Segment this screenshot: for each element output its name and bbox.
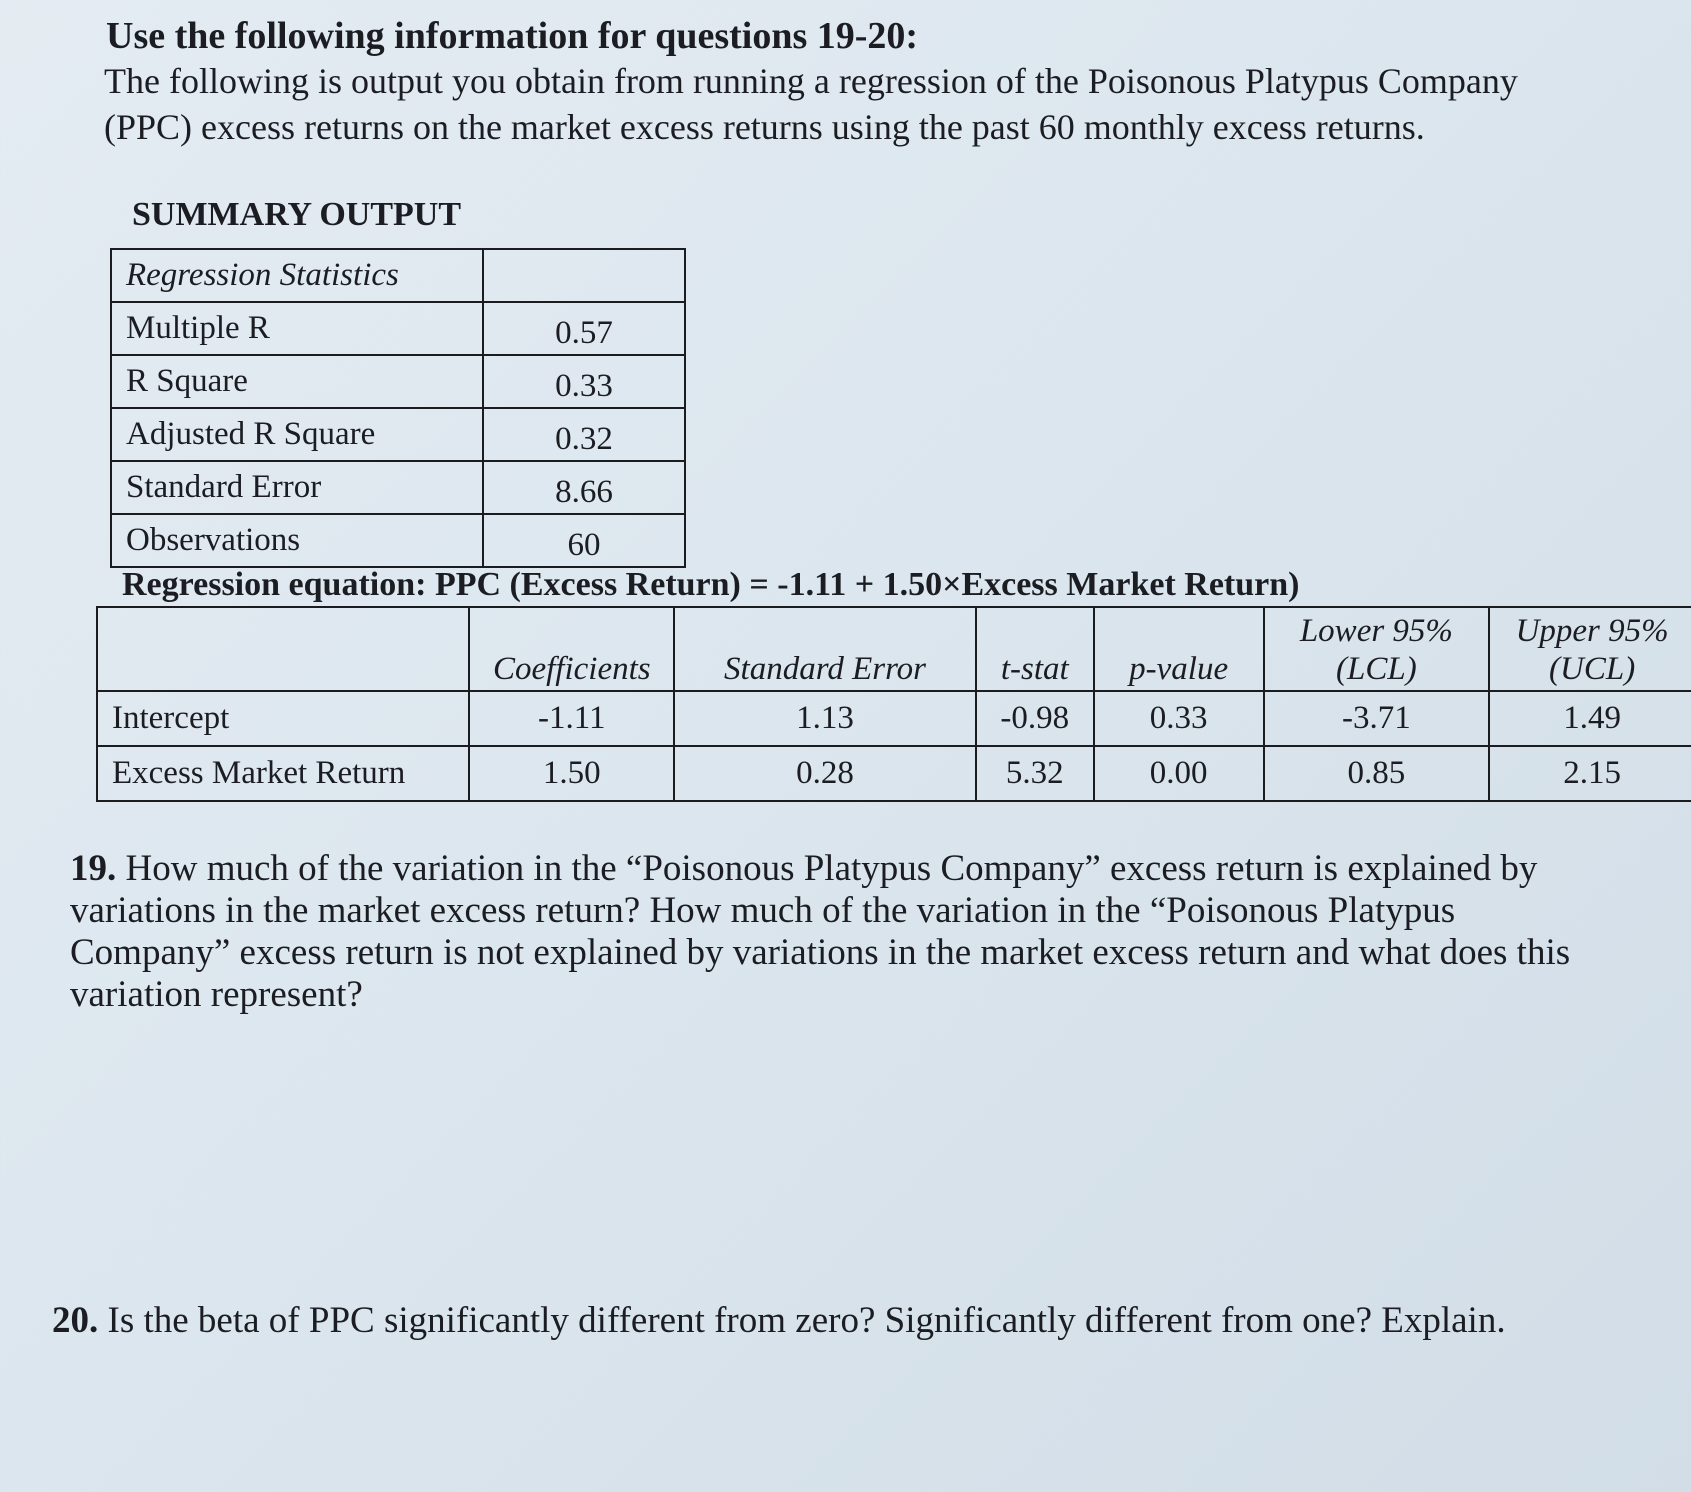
table-row xyxy=(111,461,685,514)
table-cell: 5.32 xyxy=(976,746,1094,801)
stat-value-observations: 60 xyxy=(483,514,685,567)
stat-value-multiple-r: 0.57 xyxy=(483,302,685,355)
table-cell: 1.13 xyxy=(674,691,976,746)
stat-value-standard-error: 8.66 xyxy=(483,461,685,514)
question-number: 19. xyxy=(70,848,117,889)
question-text: How much of the variation in the “Poisonous Platypus Company” excess return is explained by variations in the market excess return? How much of the variation in the “Poisonous Platypus Company” excess return is not explained by variations in the market excess return and what does this variation represent? xyxy=(70,848,1571,1015)
table-cell: 2.15 xyxy=(1489,746,1691,801)
header-cell-t-stat: t-stat xyxy=(976,607,1094,691)
table-cell: 0.28 xyxy=(674,746,976,801)
coefficients-table xyxy=(96,606,1691,802)
stat-label-standard-error: Standard Error xyxy=(111,461,483,514)
question-text: Is the beta of PPC significantly different from zero? Significantly different from one? Explain. xyxy=(107,1300,1506,1341)
table-cell: 1.50 xyxy=(469,746,674,801)
table-row xyxy=(111,408,685,461)
regression-equation: Regression equation: PPC (Excess Return) = -1.11 + 1.50×Excess Market Return) xyxy=(122,566,1300,603)
table-cell: 0.33 xyxy=(1094,691,1264,746)
table-row xyxy=(97,746,1691,801)
table-cell: 0.85 xyxy=(1264,746,1490,801)
row-label-intercept: Intercept xyxy=(97,691,469,746)
header-cell-lower-95: Lower 95% (LCL) xyxy=(1264,607,1490,691)
question-number: 20. xyxy=(52,1300,99,1341)
table-cell-empty xyxy=(483,249,685,302)
header-cell-upper-95: Upper 95% (UCL) xyxy=(1489,607,1691,691)
header-cell-p-value: p-value xyxy=(1094,607,1264,691)
intro-paragraph: The following is output you obtain from running a regression of the Poisonous Platypus Company (PPC) excess returns on the market excess returns using the past 60 monthly excess returns. xyxy=(104,61,1518,147)
regression-statistics-header: Regression Statistics xyxy=(111,249,483,302)
summary-output-title: SUMMARY OUTPUT xyxy=(132,196,462,233)
stat-label-observations: Observations xyxy=(111,514,483,567)
table-row xyxy=(111,302,685,355)
header-cell-standard-error: Standard Error xyxy=(674,607,976,691)
row-label-excess-market-return: Excess Market Return xyxy=(97,746,469,801)
question-20 xyxy=(52,1300,1672,1342)
page-heading: Use the following information for questions 19-20: xyxy=(106,15,919,57)
stat-label-r-square: R Square xyxy=(111,355,483,408)
table-row xyxy=(97,691,1691,746)
table-cell: -3.71 xyxy=(1264,691,1490,746)
stat-value-adjusted-r-square: 0.32 xyxy=(483,408,685,461)
table-cell: -1.11 xyxy=(469,691,674,746)
table-row xyxy=(111,355,685,408)
stat-value-r-square: 0.33 xyxy=(483,355,685,408)
stat-label-multiple-r: Multiple R xyxy=(111,302,483,355)
table-row xyxy=(111,249,685,302)
table-header-row xyxy=(97,607,1691,691)
stat-label-adjusted-r-square: Adjusted R Square xyxy=(111,408,483,461)
table-cell: 1.49 xyxy=(1489,691,1691,746)
table-row xyxy=(111,514,685,567)
header-cell-empty xyxy=(97,607,469,691)
question-19 xyxy=(70,848,1600,1016)
header-cell-coefficients: Coefficients xyxy=(469,607,674,691)
table-cell: 0.00 xyxy=(1094,746,1264,801)
regression-statistics-table xyxy=(110,248,686,568)
table-cell: -0.98 xyxy=(976,691,1094,746)
